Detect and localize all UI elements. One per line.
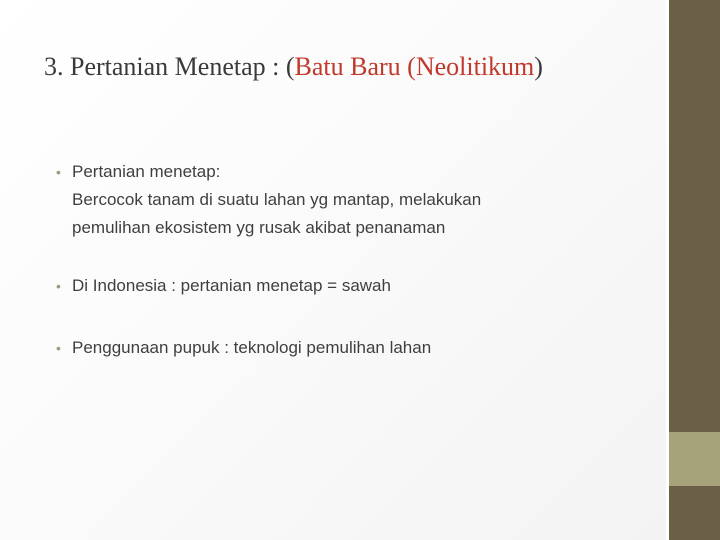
bullet-line: pemulihan ekosistem yg rusak akibat penanaman — [72, 218, 446, 237]
bullet-icon: • — [56, 278, 61, 294]
title-prefix: 3. Pertanian Menetap : ( — [44, 52, 295, 81]
bullet-list — [56, 158, 636, 362]
bullet-heading: Penggunaan pupuk : teknologi pemulihan lahan — [72, 338, 432, 357]
bullet-item — [56, 158, 636, 242]
bullet-item — [56, 334, 636, 362]
bullet-icon: • — [56, 164, 61, 180]
bullet-heading: Pertanian menetap: — [72, 162, 221, 181]
side-divider — [666, 0, 669, 540]
bullet-heading: Di Indonesia : pertanian menetap = sawah — [72, 276, 391, 295]
side-accent-block — [666, 432, 720, 486]
title-suffix: ) — [534, 52, 543, 81]
title-accent: Batu Baru (Neolitikum — [294, 52, 535, 81]
slide-title — [44, 50, 654, 84]
bullet-icon: • — [56, 340, 61, 356]
bullet-item — [56, 272, 636, 300]
bullet-line: Bercocok tanam di suatu lahan yg mantap, melakukan — [72, 190, 482, 209]
